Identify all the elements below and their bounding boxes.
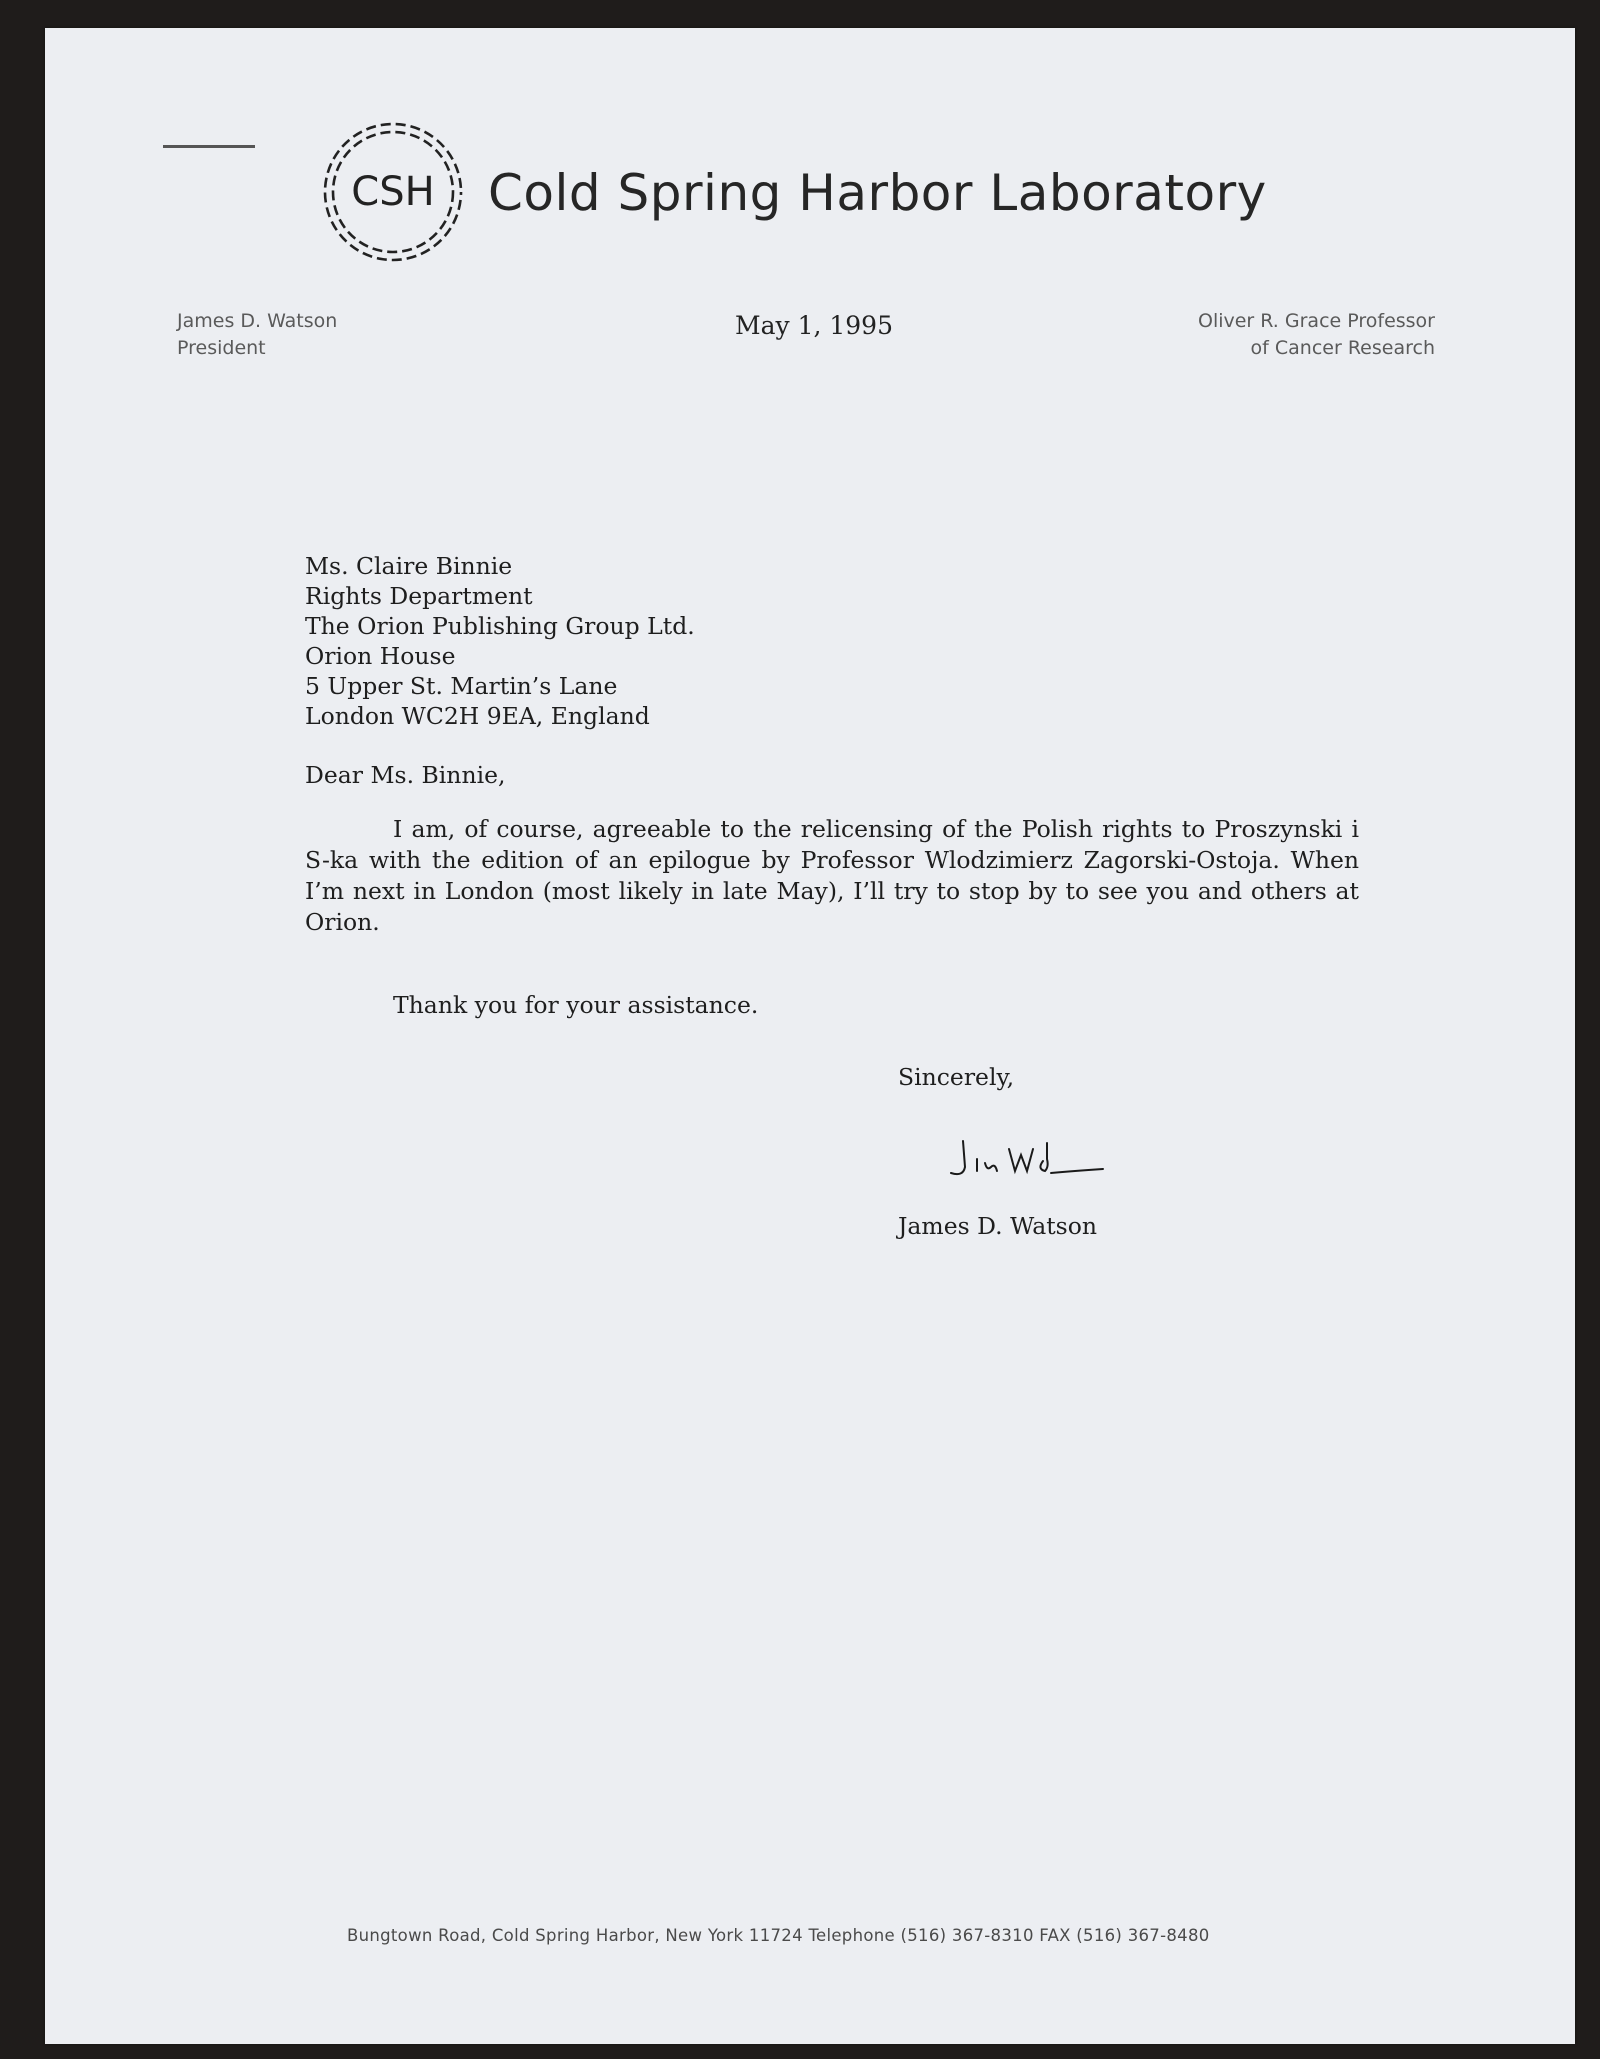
letter-page xyxy=(45,28,1575,2044)
logo-text: CSH xyxy=(351,169,435,215)
signer-name: James D. Watson xyxy=(898,1212,1098,1240)
thanks-paragraph: Thank you for your assistance. xyxy=(393,991,759,1019)
professorship-line-1: Oliver R. Grace Professor xyxy=(1197,310,1435,332)
letter-date: May 1, 1995 xyxy=(735,311,893,340)
address-line: Ms. Claire Binnie xyxy=(305,552,513,580)
institution-name: Cold Spring Harbor Laboratory xyxy=(488,164,1267,222)
sender-title: President xyxy=(177,337,266,359)
professorship-block xyxy=(1198,308,1435,362)
address-line: Rights Department xyxy=(305,582,533,610)
address-line: Orion House xyxy=(305,642,456,670)
csh-logo-icon xyxy=(320,119,466,265)
salutation: Dear Ms. Binnie, xyxy=(305,761,506,789)
signature-icon xyxy=(943,1133,1113,1193)
closing: Sincerely, xyxy=(898,1063,1015,1091)
recipient-address xyxy=(305,551,695,731)
address-line: The Orion Publishing Group Ltd. xyxy=(305,612,695,640)
address-line: 5 Upper St. Martin’s Lane xyxy=(305,672,618,700)
body-paragraph: I am, of course, agreeable to the relicensing of the Polish rights to Proszynski i S-ka with the edition of an epilogue by Professor Wlodzimierz Zagorski-Ostoja. When I’m next in London (most likely in late May), I’ll try to stop by to see you and others at Orion. xyxy=(305,815,1359,936)
sender-block xyxy=(177,308,337,362)
professorship-line-2: of Cancer Research xyxy=(1250,337,1435,359)
pen-mark xyxy=(163,145,255,148)
address-line: London WC2H 9EA, England xyxy=(305,702,650,730)
sender-name: James D. Watson xyxy=(177,310,338,332)
footer-address: Bungtown Road, Cold Spring Harbor, New York 11724 Telephone (516) 367-8310 FAX (516) 367-8480 xyxy=(347,1926,1210,1945)
